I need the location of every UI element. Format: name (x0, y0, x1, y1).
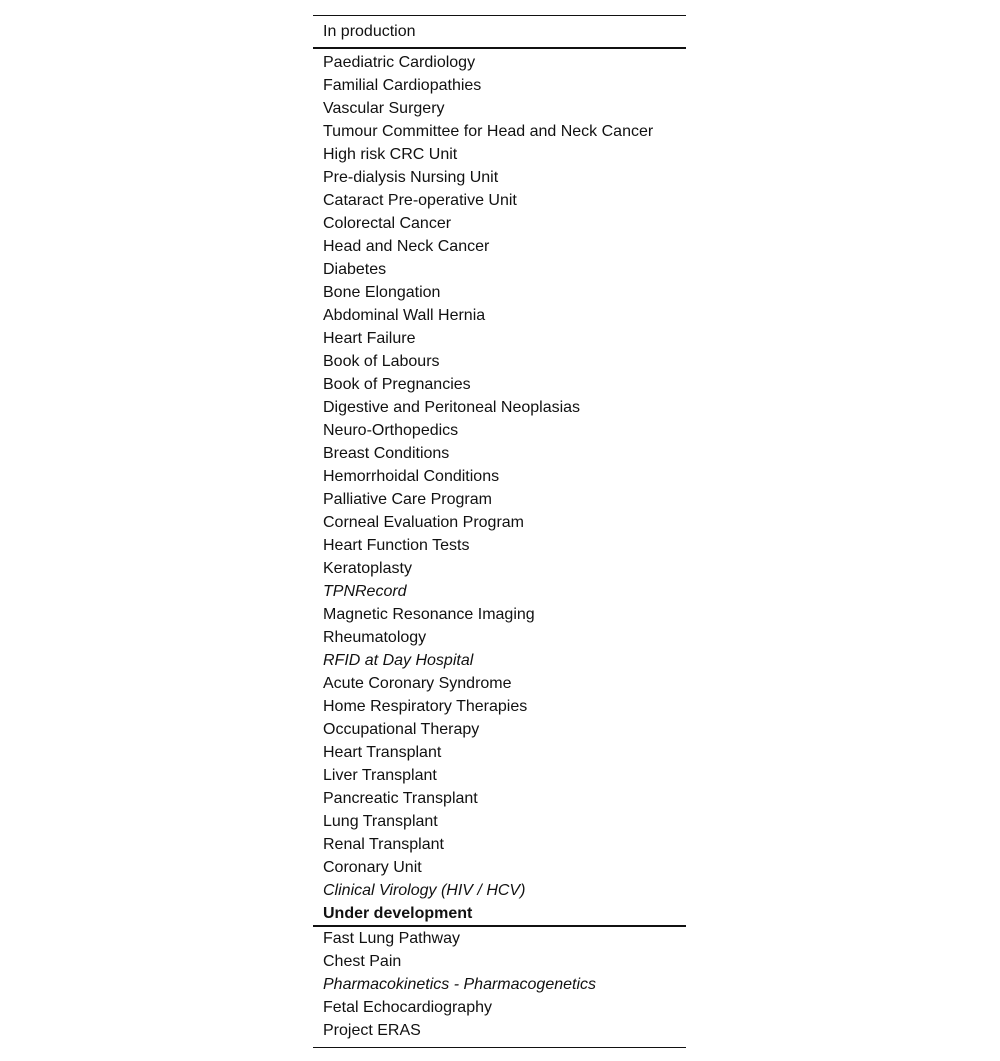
table-header: In production (323, 23, 416, 40)
table-row: Pancreatic Transplant (323, 790, 478, 807)
table-row: Familial Cardiopathies (323, 77, 482, 94)
table-row: Palliative Care Program (323, 491, 492, 508)
table-row: Corneal Evaluation Program (323, 514, 524, 531)
table-row: Coronary Unit (323, 859, 422, 876)
table-row: Acute Coronary Syndrome (323, 675, 512, 692)
table-row: Home Respiratory Therapies (323, 698, 528, 715)
table-row: Heart Function Tests (323, 537, 470, 554)
table-row: Vascular Surgery (323, 100, 445, 117)
in-production-list (313, 49, 686, 902)
table-row: Book of Pregnancies (323, 376, 471, 393)
table-row: Neuro-Orthopedics (323, 422, 459, 439)
table-row: TPNRecord (323, 583, 407, 600)
table-row: Lung Transplant (323, 813, 438, 830)
table-row: RFID at Day Hospital (323, 652, 474, 669)
table-row: Breast Conditions (323, 445, 450, 462)
table-row: Diabetes (323, 261, 387, 278)
table-row: Clinical Virology (HIV / HCV) (323, 882, 526, 899)
table-row: Chest Pain (323, 953, 402, 970)
table-row: Book of Labours (323, 353, 440, 370)
table-row: Fast Lung Pathway (323, 930, 460, 947)
table-row: Colorectal Cancer (323, 215, 452, 232)
table-row: Liver Transplant (323, 767, 437, 784)
table-row: Hemorrhoidal Conditions (323, 468, 500, 485)
table-row: Renal Transplant (323, 836, 444, 853)
table-row: Keratoplasty (323, 560, 412, 577)
table-row: Digestive and Peritoneal Neoplasias (323, 399, 581, 416)
table-row: Paediatric Cardiology (323, 54, 476, 71)
table-row: Bone Elongation (323, 284, 441, 301)
table-row: Heart Transplant (323, 744, 442, 761)
under-development-heading: Under development (323, 905, 473, 922)
table-row: Project ERAS (323, 1022, 421, 1039)
table-row: Tumour Committee for Head and Neck Cancer (323, 123, 654, 140)
table-row: Magnetic Resonance Imaging (323, 606, 535, 623)
table-row: Rheumatology (323, 629, 427, 646)
table-row: Heart Failure (323, 330, 416, 347)
table-row: High risk CRC Unit (323, 146, 458, 163)
table-row: Pharmacokinetics - Pharmacogenetics (323, 976, 597, 993)
table-row: Cataract Pre-operative Unit (323, 192, 517, 209)
table-row: Head and Neck Cancer (323, 238, 490, 255)
table-row: Abdominal Wall Hernia (323, 307, 486, 324)
programs-table (313, 15, 686, 1048)
table-row: Fetal Echocardiography (323, 999, 492, 1016)
table-bottom-rule (313, 1047, 686, 1048)
table-row: Occupational Therapy (323, 721, 480, 738)
under-development-list (313, 927, 686, 1042)
table-row: Pre-dialysis Nursing Unit (323, 169, 499, 186)
